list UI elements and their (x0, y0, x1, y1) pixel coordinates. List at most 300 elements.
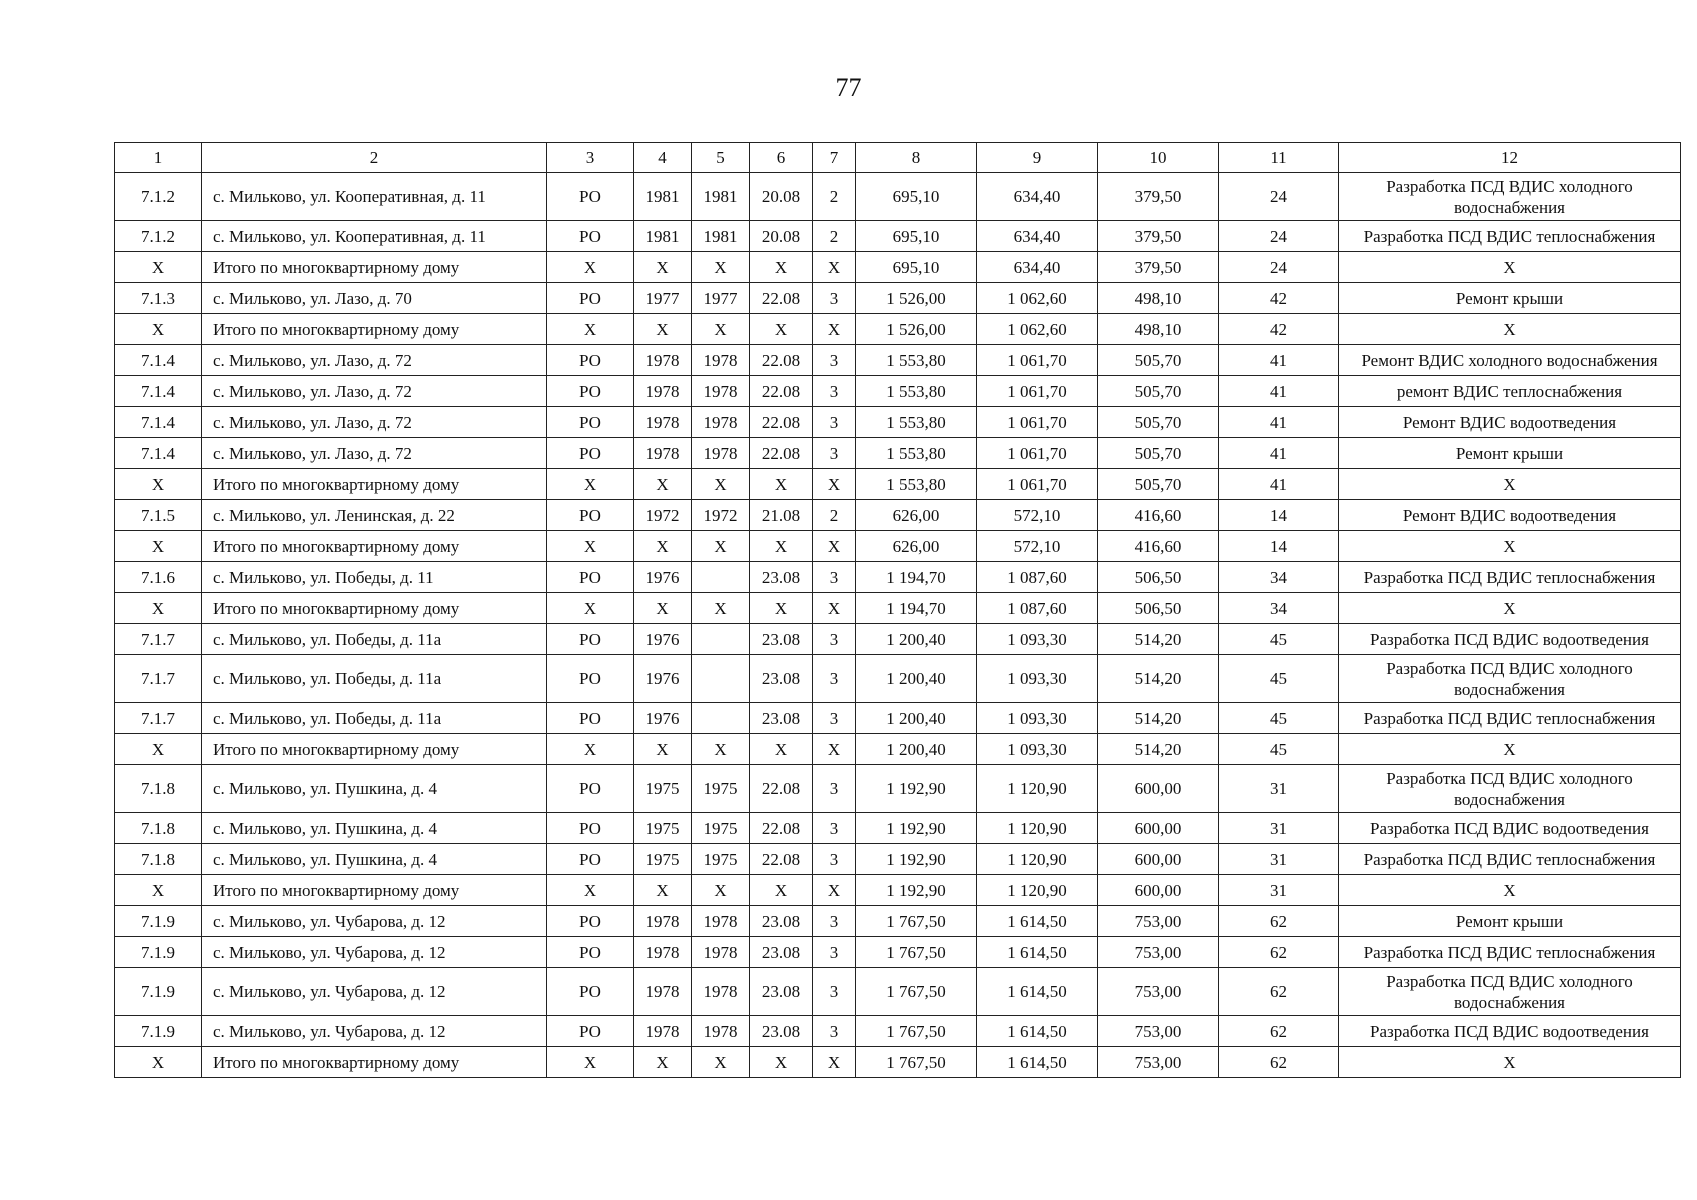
code-cell: X (750, 734, 813, 765)
commission-year-cell: 1975 (692, 765, 750, 813)
residents-cell: 14 (1219, 531, 1339, 562)
address-cell: Итого по многоквартирному дому (202, 469, 547, 500)
org-type-cell: X (547, 734, 634, 765)
address-cell: Итого по многоквартирному дому (202, 252, 547, 283)
living-area-cell: 1 061,70 (977, 407, 1098, 438)
floors-cell: 3 (813, 968, 856, 1016)
commission-year-cell: 1978 (692, 937, 750, 968)
code-cell: X (750, 1047, 813, 1078)
commission-year-cell: 1975 (692, 813, 750, 844)
residents-cell: 42 (1219, 314, 1339, 345)
living-area-cell: 1 120,90 (977, 844, 1098, 875)
floors-cell: X (813, 1047, 856, 1078)
residents-cell: 41 (1219, 438, 1339, 469)
residents-cell: 24 (1219, 221, 1339, 252)
build-year-cell: 1978 (634, 438, 692, 469)
floors-cell: 3 (813, 937, 856, 968)
table-row (115, 655, 1681, 703)
code-cell: 20.08 (750, 173, 813, 221)
total-area-cell: 695,10 (856, 252, 977, 283)
living-area-cell: 1 062,60 (977, 283, 1098, 314)
code-cell: 22.08 (750, 407, 813, 438)
floors-cell: 3 (813, 345, 856, 376)
address-cell: с. Мильково, ул. Кооперативная, д. 11 (202, 173, 547, 221)
build-year-cell: X (634, 1047, 692, 1078)
commission-year-cell: 1978 (692, 407, 750, 438)
secondary-value-cell: 505,70 (1098, 438, 1219, 469)
row-number-cell: X (115, 531, 202, 562)
living-area-cell: 1 087,60 (977, 562, 1098, 593)
commission-year-cell: 1981 (692, 173, 750, 221)
row-number-cell: X (115, 875, 202, 906)
commission-year-cell: 1978 (692, 968, 750, 1016)
row-number-cell: 7.1.3 (115, 283, 202, 314)
org-type-cell: РО (547, 283, 634, 314)
table-row (115, 438, 1681, 469)
floors-cell: X (813, 875, 856, 906)
address-cell: Итого по многоквартирному дому (202, 314, 547, 345)
org-type-cell: РО (547, 906, 634, 937)
address-cell: с. Мильково, ул. Чубарова, д. 12 (202, 968, 547, 1016)
total-area-cell: 1 526,00 (856, 314, 977, 345)
code-cell: 23.08 (750, 562, 813, 593)
floors-cell: X (813, 314, 856, 345)
code-cell: 22.08 (750, 813, 813, 844)
secondary-value-cell: 600,00 (1098, 844, 1219, 875)
total-area-cell: 1 194,70 (856, 593, 977, 624)
total-area-cell: 1 553,80 (856, 376, 977, 407)
code-cell: 22.08 (750, 844, 813, 875)
secondary-value-cell: 514,20 (1098, 624, 1219, 655)
commission-year-cell (692, 655, 750, 703)
build-year-cell: 1975 (634, 813, 692, 844)
address-cell: с. Мильково, ул. Лазо, д. 72 (202, 407, 547, 438)
work-type-cell: X (1339, 734, 1681, 765)
total-area-cell: 1 200,40 (856, 655, 977, 703)
secondary-value-cell: 505,70 (1098, 345, 1219, 376)
total-area-cell: 1 553,80 (856, 469, 977, 500)
secondary-value-cell: 753,00 (1098, 968, 1219, 1016)
work-type-cell: Разработка ПСД ВДИС теплоснабжения (1339, 221, 1681, 252)
secondary-value-cell: 600,00 (1098, 813, 1219, 844)
org-type-cell: РО (547, 407, 634, 438)
work-type-cell: X (1339, 314, 1681, 345)
living-area-cell: 1 061,70 (977, 376, 1098, 407)
living-area-cell: 1 614,50 (977, 968, 1098, 1016)
residents-cell: 34 (1219, 593, 1339, 624)
table-row (115, 345, 1681, 376)
build-year-cell: 1976 (634, 655, 692, 703)
table-row (115, 221, 1681, 252)
living-area-cell: 1 614,50 (977, 1016, 1098, 1047)
row-number-cell: 7.1.2 (115, 173, 202, 221)
floors-cell: 2 (813, 500, 856, 531)
work-type-cell: X (1339, 252, 1681, 283)
work-type-cell: Ремонт ВДИС водоотведения (1339, 407, 1681, 438)
address-cell: с. Мильково, ул. Чубарова, д. 12 (202, 1016, 547, 1047)
commission-year-cell: 1978 (692, 345, 750, 376)
row-number-cell: 7.1.4 (115, 345, 202, 376)
code-cell: 22.08 (750, 438, 813, 469)
org-type-cell: X (547, 252, 634, 283)
secondary-value-cell: 379,50 (1098, 173, 1219, 221)
living-area-cell: 1 061,70 (977, 345, 1098, 376)
address-cell: Итого по многоквартирному дому (202, 531, 547, 562)
living-area-cell: 1 093,30 (977, 734, 1098, 765)
work-type-cell: Ремонт ВДИС водоотведения (1339, 500, 1681, 531)
org-type-cell: РО (547, 345, 634, 376)
commission-year-cell: 1972 (692, 500, 750, 531)
row-number-cell: 7.1.4 (115, 376, 202, 407)
table-row (115, 937, 1681, 968)
address-cell: Итого по многоквартирному дому (202, 593, 547, 624)
build-year-cell: 1981 (634, 221, 692, 252)
build-year-cell: 1975 (634, 844, 692, 875)
total-area-cell: 1 767,50 (856, 1047, 977, 1078)
column-number: 7 (813, 143, 856, 173)
subtotal-row (115, 531, 1681, 562)
org-type-cell: РО (547, 500, 634, 531)
build-year-cell: 1978 (634, 906, 692, 937)
total-area-cell: 1 553,80 (856, 345, 977, 376)
address-cell: с. Мильково, ул. Чубарова, д. 12 (202, 906, 547, 937)
floors-cell: 3 (813, 624, 856, 655)
code-cell: 23.08 (750, 624, 813, 655)
living-area-cell: 1 120,90 (977, 813, 1098, 844)
floors-cell: 3 (813, 1016, 856, 1047)
secondary-value-cell: 505,70 (1098, 469, 1219, 500)
commission-year-cell: 1978 (692, 438, 750, 469)
total-area-cell: 1 526,00 (856, 283, 977, 314)
column-number: 4 (634, 143, 692, 173)
row-number-cell: 7.1.9 (115, 937, 202, 968)
residents-cell: 62 (1219, 906, 1339, 937)
total-area-cell: 695,10 (856, 221, 977, 252)
commission-year-cell: 1978 (692, 1016, 750, 1047)
code-cell: 21.08 (750, 500, 813, 531)
living-area-cell: 1 087,60 (977, 593, 1098, 624)
code-cell: 23.08 (750, 1016, 813, 1047)
build-year-cell: 1978 (634, 345, 692, 376)
living-area-cell: 572,10 (977, 500, 1098, 531)
total-area-cell: 695,10 (856, 173, 977, 221)
work-type-cell: X (1339, 469, 1681, 500)
column-number: 12 (1339, 143, 1681, 173)
column-number: 8 (856, 143, 977, 173)
living-area-cell: 1 614,50 (977, 937, 1098, 968)
subtotal-row (115, 734, 1681, 765)
address-cell: с. Мильково, ул. Кооперативная, д. 11 (202, 221, 547, 252)
column-number: 9 (977, 143, 1098, 173)
living-area-cell: 1 120,90 (977, 875, 1098, 906)
build-year-cell: 1975 (634, 765, 692, 813)
work-type-cell: Разработка ПСД ВДИС теплоснабжения (1339, 844, 1681, 875)
build-year-cell: 1972 (634, 500, 692, 531)
build-year-cell: 1978 (634, 937, 692, 968)
secondary-value-cell: 416,60 (1098, 531, 1219, 562)
code-cell: X (750, 875, 813, 906)
residents-cell: 45 (1219, 734, 1339, 765)
table-row (115, 703, 1681, 734)
org-type-cell: РО (547, 968, 634, 1016)
commission-year-cell: X (692, 314, 750, 345)
work-type-cell: ремонт ВДИС теплоснабжения (1339, 376, 1681, 407)
residents-cell: 41 (1219, 469, 1339, 500)
row-number-cell: 7.1.9 (115, 1016, 202, 1047)
living-area-cell: 1 061,70 (977, 438, 1098, 469)
row-number-cell: 7.1.7 (115, 703, 202, 734)
org-type-cell: X (547, 1047, 634, 1078)
residents-cell: 34 (1219, 562, 1339, 593)
address-cell: с. Мильково, ул. Победы, д. 11а (202, 624, 547, 655)
living-area-cell: 634,40 (977, 221, 1098, 252)
code-cell: 22.08 (750, 376, 813, 407)
build-year-cell: 1976 (634, 624, 692, 655)
subtotal-row (115, 314, 1681, 345)
work-type-cell: Разработка ПСД ВДИС водоотведения (1339, 624, 1681, 655)
column-number: 11 (1219, 143, 1339, 173)
total-area-cell: 1 194,70 (856, 562, 977, 593)
floors-cell: 3 (813, 813, 856, 844)
build-year-cell: X (634, 469, 692, 500)
table-row (115, 624, 1681, 655)
work-type-cell: X (1339, 593, 1681, 624)
work-type-cell: Ремонт ВДИС холодного водоснабжения (1339, 345, 1681, 376)
address-cell: с. Мильково, ул. Лазо, д. 72 (202, 345, 547, 376)
address-cell: Итого по многоквартирному дому (202, 734, 547, 765)
commission-year-cell: 1981 (692, 221, 750, 252)
residents-cell: 62 (1219, 1047, 1339, 1078)
code-cell: 20.08 (750, 221, 813, 252)
address-cell: с. Мильково, ул. Чубарова, д. 12 (202, 937, 547, 968)
code-cell: X (750, 314, 813, 345)
address-cell: с. Мильково, ул. Ленинская, д. 22 (202, 500, 547, 531)
row-number-cell: 7.1.4 (115, 407, 202, 438)
floors-cell: X (813, 531, 856, 562)
row-number-cell: X (115, 314, 202, 345)
subtotal-row (115, 1047, 1681, 1078)
living-area-cell: 1 093,30 (977, 703, 1098, 734)
residents-cell: 41 (1219, 376, 1339, 407)
total-area-cell: 1 200,40 (856, 734, 977, 765)
residents-cell: 24 (1219, 252, 1339, 283)
work-type-cell: Разработка ПСД ВДИС теплоснабжения (1339, 562, 1681, 593)
commission-year-cell: 1978 (692, 376, 750, 407)
org-type-cell: РО (547, 937, 634, 968)
org-type-cell: РО (547, 624, 634, 655)
work-type-cell: X (1339, 1047, 1681, 1078)
commission-year-cell: 1977 (692, 283, 750, 314)
build-year-cell: X (634, 314, 692, 345)
residents-cell: 45 (1219, 703, 1339, 734)
address-cell: с. Мильково, ул. Пушкина, д. 4 (202, 813, 547, 844)
floors-cell: 3 (813, 655, 856, 703)
residents-cell: 41 (1219, 345, 1339, 376)
code-cell: 22.08 (750, 345, 813, 376)
work-type-cell: Разработка ПСД ВДИС холодного водоснабжения (1339, 765, 1681, 813)
org-type-cell: X (547, 531, 634, 562)
secondary-value-cell: 416,60 (1098, 500, 1219, 531)
work-type-cell: Разработка ПСД ВДИС теплоснабжения (1339, 937, 1681, 968)
residents-cell: 24 (1219, 173, 1339, 221)
residents-cell: 41 (1219, 407, 1339, 438)
build-year-cell: 1976 (634, 703, 692, 734)
address-cell: с. Мильково, ул. Лазо, д. 72 (202, 376, 547, 407)
living-area-cell: 1 614,50 (977, 1047, 1098, 1078)
secondary-value-cell: 505,70 (1098, 376, 1219, 407)
org-type-cell: РО (547, 655, 634, 703)
address-cell: с. Мильково, ул. Лазо, д. 70 (202, 283, 547, 314)
floors-cell: 3 (813, 438, 856, 469)
org-type-cell: РО (547, 844, 634, 875)
build-year-cell: X (634, 593, 692, 624)
commission-year-cell: X (692, 593, 750, 624)
row-number-cell: 7.1.6 (115, 562, 202, 593)
total-area-cell: 1 767,50 (856, 968, 977, 1016)
secondary-value-cell: 506,50 (1098, 562, 1219, 593)
residents-cell: 14 (1219, 500, 1339, 531)
row-number-cell: X (115, 469, 202, 500)
work-type-cell: Ремонт крыши (1339, 283, 1681, 314)
living-area-cell: 1 120,90 (977, 765, 1098, 813)
total-area-cell: 1 767,50 (856, 937, 977, 968)
org-type-cell: РО (547, 562, 634, 593)
row-number-cell: X (115, 1047, 202, 1078)
table-row (115, 906, 1681, 937)
total-area-cell: 626,00 (856, 531, 977, 562)
table-row (115, 173, 1681, 221)
address-cell: с. Мильково, ул. Победы, д. 11 (202, 562, 547, 593)
org-type-cell: X (547, 314, 634, 345)
total-area-cell: 1 767,50 (856, 1016, 977, 1047)
work-type-cell: Разработка ПСД ВДИС холодного водоснабжения (1339, 173, 1681, 221)
table-row (115, 562, 1681, 593)
org-type-cell: РО (547, 813, 634, 844)
row-number-cell: X (115, 734, 202, 765)
subtotal-row (115, 252, 1681, 283)
floors-cell: 3 (813, 765, 856, 813)
code-cell: X (750, 252, 813, 283)
row-number-cell: 7.1.8 (115, 765, 202, 813)
residents-cell: 45 (1219, 624, 1339, 655)
build-year-cell: X (634, 734, 692, 765)
total-area-cell: 1 553,80 (856, 438, 977, 469)
table-row (115, 376, 1681, 407)
commission-year-cell: X (692, 875, 750, 906)
address-cell: с. Мильково, ул. Победы, д. 11а (202, 655, 547, 703)
living-area-cell: 572,10 (977, 531, 1098, 562)
residents-cell: 45 (1219, 655, 1339, 703)
code-cell: 23.08 (750, 968, 813, 1016)
code-cell: 23.08 (750, 906, 813, 937)
total-area-cell: 1 553,80 (856, 407, 977, 438)
table-body (115, 173, 1681, 1078)
commission-year-cell (692, 624, 750, 655)
build-year-cell: X (634, 875, 692, 906)
column-number: 6 (750, 143, 813, 173)
work-type-cell: Ремонт крыши (1339, 438, 1681, 469)
floors-cell: X (813, 593, 856, 624)
work-type-cell: Разработка ПСД ВДИС холодного водоснабжения (1339, 655, 1681, 703)
code-cell: X (750, 593, 813, 624)
commission-year-cell (692, 562, 750, 593)
residents-cell: 62 (1219, 968, 1339, 1016)
living-area-cell: 1 093,30 (977, 655, 1098, 703)
org-type-cell: РО (547, 765, 634, 813)
floors-cell: X (813, 469, 856, 500)
total-area-cell: 1 200,40 (856, 703, 977, 734)
floors-cell: X (813, 734, 856, 765)
row-number-cell: 7.1.9 (115, 906, 202, 937)
secondary-value-cell: 379,50 (1098, 252, 1219, 283)
secondary-value-cell: 600,00 (1098, 765, 1219, 813)
build-year-cell: 1978 (634, 407, 692, 438)
address-cell: с. Мильково, ул. Пушкина, д. 4 (202, 844, 547, 875)
commission-year-cell: X (692, 1047, 750, 1078)
build-year-cell: 1981 (634, 173, 692, 221)
secondary-value-cell: 506,50 (1098, 593, 1219, 624)
org-type-cell: РО (547, 376, 634, 407)
org-type-cell: РО (547, 438, 634, 469)
floors-cell: 3 (813, 283, 856, 314)
secondary-value-cell: 498,10 (1098, 314, 1219, 345)
org-type-cell: X (547, 875, 634, 906)
row-number-cell: 7.1.4 (115, 438, 202, 469)
code-cell: X (750, 531, 813, 562)
floors-cell: 3 (813, 376, 856, 407)
secondary-value-cell: 505,70 (1098, 407, 1219, 438)
table-row (115, 283, 1681, 314)
floors-cell: 3 (813, 844, 856, 875)
build-year-cell: X (634, 252, 692, 283)
table-row (115, 500, 1681, 531)
living-area-cell: 1 093,30 (977, 624, 1098, 655)
commission-year-cell: X (692, 734, 750, 765)
row-number-cell: 7.1.2 (115, 221, 202, 252)
code-cell: 22.08 (750, 765, 813, 813)
total-area-cell: 1 192,90 (856, 813, 977, 844)
table-row (115, 407, 1681, 438)
code-cell: 23.08 (750, 655, 813, 703)
code-cell: 22.08 (750, 283, 813, 314)
residents-cell: 42 (1219, 283, 1339, 314)
table-row (115, 1016, 1681, 1047)
subtotal-row (115, 875, 1681, 906)
total-area-cell: 1 200,40 (856, 624, 977, 655)
living-area-cell: 634,40 (977, 173, 1098, 221)
org-type-cell: РО (547, 1016, 634, 1047)
commission-year-cell: X (692, 469, 750, 500)
work-type-cell: Ремонт крыши (1339, 906, 1681, 937)
column-number: 1 (115, 143, 202, 173)
build-year-cell: 1978 (634, 376, 692, 407)
code-cell: X (750, 469, 813, 500)
row-number-cell: 7.1.9 (115, 968, 202, 1016)
column-number: 10 (1098, 143, 1219, 173)
code-cell: 23.08 (750, 937, 813, 968)
secondary-value-cell: 753,00 (1098, 937, 1219, 968)
row-number-cell: 7.1.5 (115, 500, 202, 531)
secondary-value-cell: 753,00 (1098, 1016, 1219, 1047)
build-year-cell: 1977 (634, 283, 692, 314)
secondary-value-cell: 498,10 (1098, 283, 1219, 314)
total-area-cell: 1 767,50 (856, 906, 977, 937)
org-type-cell: РО (547, 173, 634, 221)
secondary-value-cell: 753,00 (1098, 906, 1219, 937)
floors-cell: 2 (813, 221, 856, 252)
total-area-cell: 1 192,90 (856, 875, 977, 906)
secondary-value-cell: 753,00 (1098, 1047, 1219, 1078)
